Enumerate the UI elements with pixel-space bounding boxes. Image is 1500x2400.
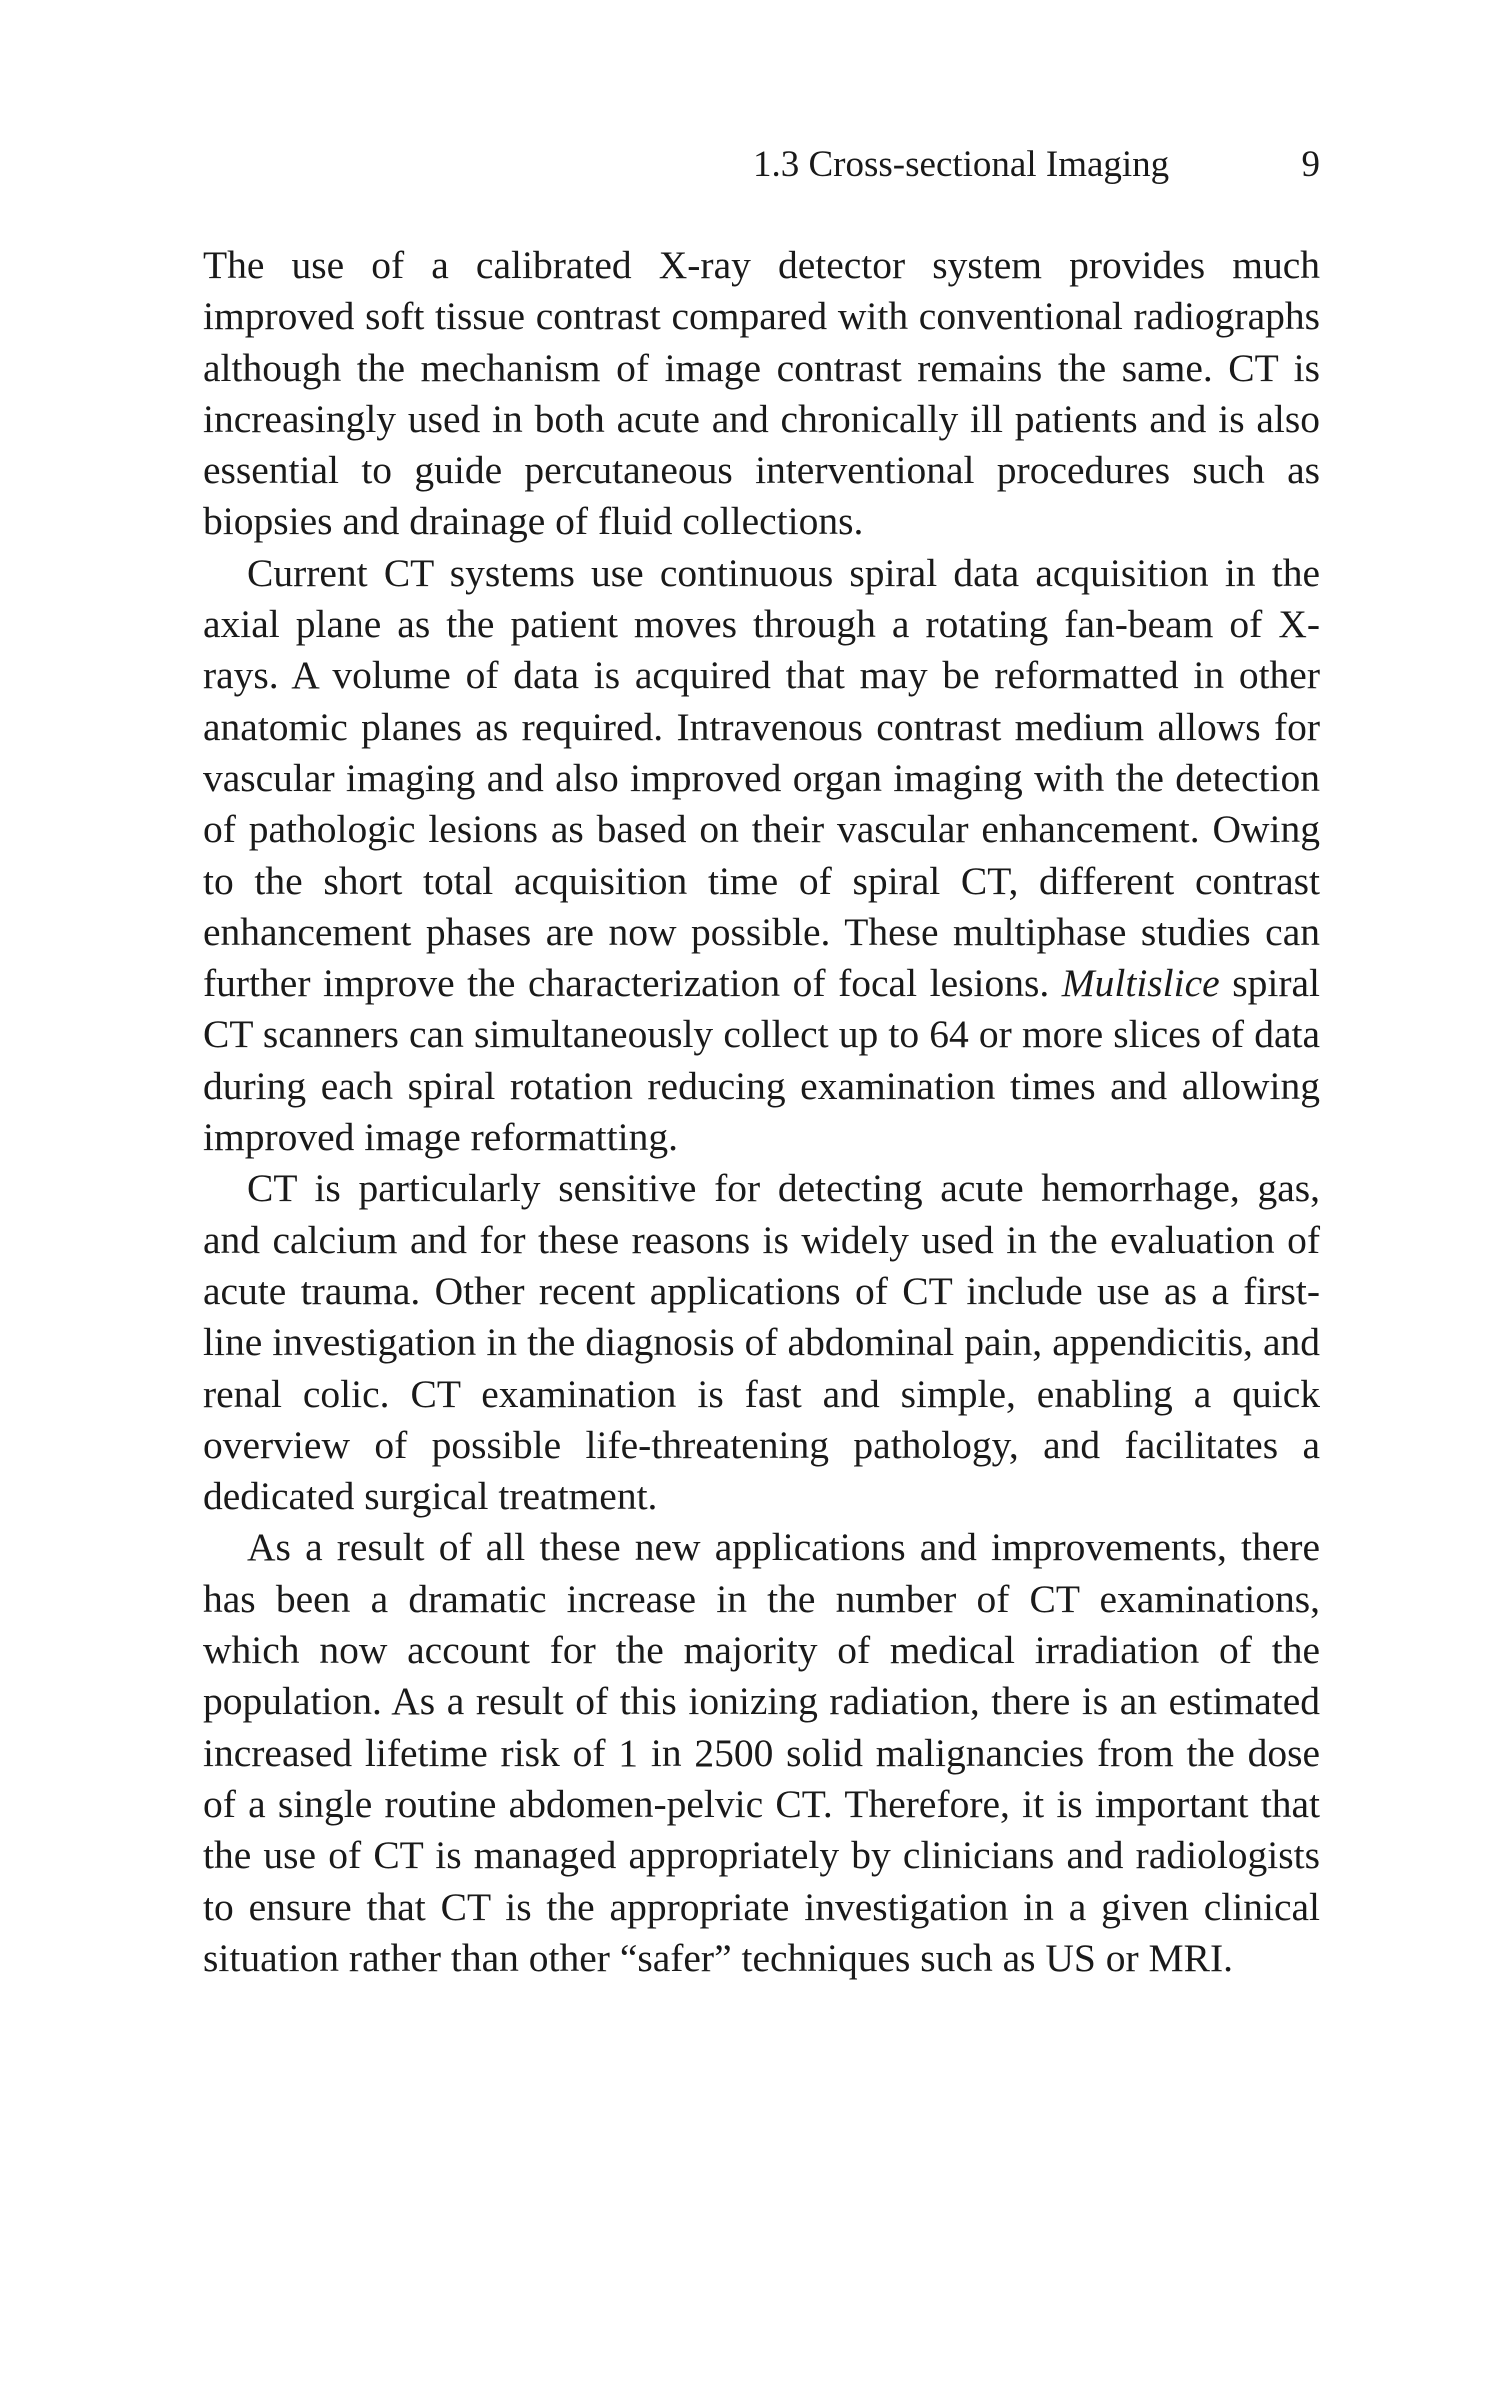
paragraph-text: spiral CT scanners can simultaneously collect up to 64 or more slices of data during each spiral rotation reducing examination times and allowing improved image reformatting.	[203, 961, 1320, 1160]
paragraph-acute-trauma: CT is particularly sensitive for detecting acute hemorrhage, gas, and calcium and for these reasons is widely used in the evaluation of acute trauma. Other recent applications of CT include use as a first-line investigation in the diagnosis of abdominal pain, appendicitis, and renal colic. CT examination is fast and simple, enabling a quick overview of possible life-threatening pathology, and facilitates a dedicated surgical treatment.	[203, 1166, 1320, 1519]
running-header	[203, 140, 1320, 190]
paragraph-spiral-ct	[203, 548, 1320, 1164]
paragraph-radiation-risk: As a result of all these new applications and improvements, there has been a dramatic increase in the number of CT examinations, which now account for the majority of medical irradiation of the population. As a result of this ionizing radiation, there is an estimated increased lifetime risk of 1 in 2500 solid malignancies from the dose of a single routine abdomen-pelvic CT. Therefore, it is important that the use of CT is managed appropriately by clinicians and radiologists to ensure that CT is the appropriate investigation in a given clinical situation rather than other “safer” techniques such as US or MRI.	[203, 1525, 1320, 1980]
section-title: 1.3 Cross-sectional Imaging	[753, 144, 1170, 185]
paragraph-ct-contrast: The use of a calibrated X-ray detector system provides much improved soft tissue contrast compared with conventional radiographs although the mechanism of image contrast remains the same. CT is increasingly used in both acute and chronically ill patients and is also essential to guide percutaneous interventional procedures such as biopsies and drainage of fluid collections.	[203, 243, 1320, 544]
emphasis-multislice: Multislice	[1061, 961, 1220, 1006]
body-text	[203, 240, 1320, 1984]
page-number: 9	[1301, 144, 1320, 185]
paragraph-text: Current CT systems use continuous spiral data acquisition in the axial plane as the patient moves through a rotating fan-beam of X-rays. A volume of data is acquired that may be reformatted in other anatomic planes as required. Intravenous contrast medium allows for vascular imaging and also improved organ imaging with the detection of pathologic lesions as based on their vascular enhancement. Owing to the short total acquisition time of spiral CT, different contrast enhancement phases are now possible. These multiphase studies can further improve the characterization of focal lesions.	[203, 550, 1320, 1006]
